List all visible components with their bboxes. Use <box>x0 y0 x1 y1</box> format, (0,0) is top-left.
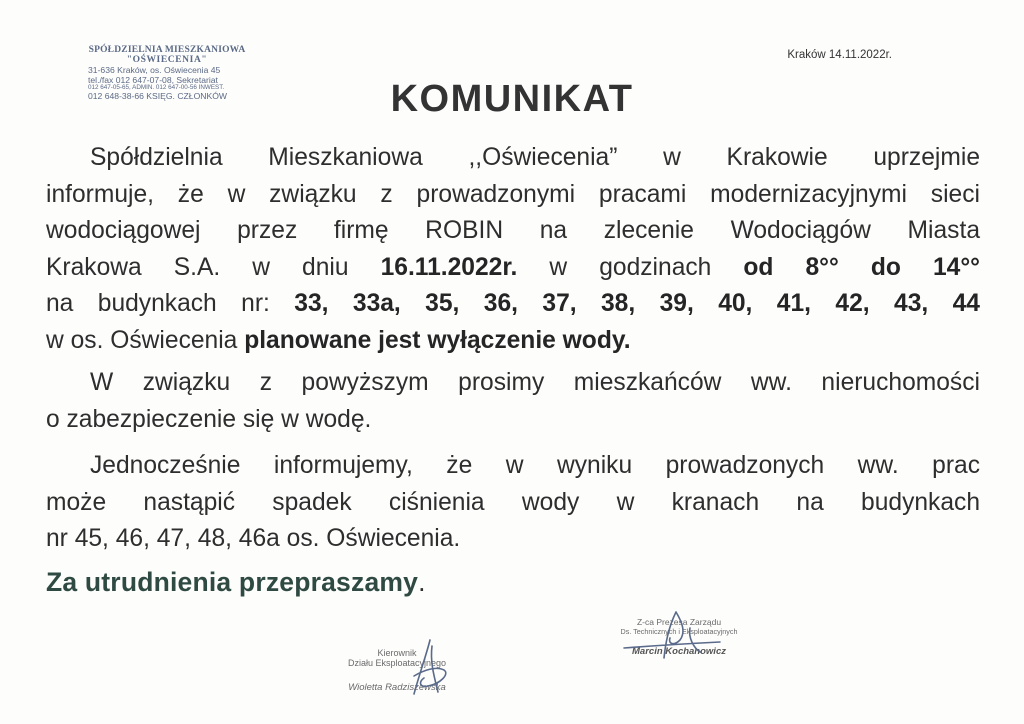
paragraph-line <box>46 402 980 439</box>
page-title: KOMUNIKAT <box>390 78 634 120</box>
outage-hours: od 8°° do 14°° <box>743 253 980 281</box>
closing-text: Za utrudnienia przepraszamy <box>46 567 419 597</box>
stamp-address: 31-636 Kraków, os. Oświecenia 45 <box>88 65 221 75</box>
text-segment: Krakowa S.A. w dniu <box>46 253 349 281</box>
text-segment: nr 45, 46, 47, 48, 46a os. Oświecenia. <box>46 525 461 552</box>
text-segment: w os. Oświecenia <box>46 326 238 354</box>
stamp-subname: "OŚWIECENIA" <box>126 54 208 65</box>
text-segment: Spółdzielnia Mieszkaniowa ,,Oświecenia” w Krakowie uprzejmie <box>90 144 980 171</box>
text-segment: wodociągowej przez firmę ROBIN na zlecenie Wodociągów Miasta <box>46 217 980 244</box>
paragraph-line <box>46 286 980 323</box>
text-segment: Jednocześnie informujemy, że w wyniku prowadzonych ww. prac <box>90 452 980 479</box>
text-segment: W związku z powyższym prosimy mieszkańców ww. nieruchomości <box>90 369 980 396</box>
paragraph-request <box>46 365 980 438</box>
text-segment: o zabezpieczenie się w wodę. <box>46 405 372 433</box>
paragraph-announcement <box>46 140 980 359</box>
text-segment: w godzinach <box>549 253 712 281</box>
paragraph-line <box>46 177 980 214</box>
text-segment: może nastąpić spadek ciśnienia wody w kranach na budynkach <box>46 488 980 516</box>
building-numbers: 33, 33a, 35, 36, 37, 38, 39, 40, 41, 42, 43, 44 <box>294 290 980 317</box>
signature-right <box>604 617 754 657</box>
outage-date: 16.11.2022r. <box>380 253 518 281</box>
signature-right-role2: Ds. Technicznych i Eksploatacyjnych <box>620 627 738 636</box>
paragraph-line <box>46 485 980 522</box>
paragraph-line <box>46 448 980 485</box>
signature-right-role1: Z-ca Prezesa Zarządu <box>636 617 722 627</box>
stamp-phone2: 012 647-05-65, ADMIN. 012 647-00-56 INWEST. <box>88 84 225 92</box>
closing-apology <box>46 567 426 598</box>
document-date: Kraków 14.11.2022r. <box>787 49 892 61</box>
signature-right-name: Marcin Kochanowicz <box>632 646 726 657</box>
paragraph-line <box>46 213 980 250</box>
paragraph-line <box>46 323 980 360</box>
outage-notice: planowane jest wyłączenie wody. <box>244 326 631 354</box>
paragraph-line <box>46 250 980 287</box>
stamp-phone3: 012 648-38-66 KSIĘG. CZŁONKÓW <box>88 91 227 102</box>
paragraph-pressure <box>46 448 980 558</box>
stamp-name: SPÓŁDZIELNIA MIESZKANIOWA <box>88 45 246 55</box>
paragraph-line <box>46 365 980 402</box>
signature-left-role1: Kierownik <box>377 648 417 658</box>
paragraph-line <box>46 140 980 177</box>
text-segment: na budynkach nr: <box>46 290 270 317</box>
paragraph-line <box>46 521 980 558</box>
stamp-phone1: tel./fax 012 647-07-08, Sekretariat <box>88 74 218 85</box>
signature-left <box>322 648 472 693</box>
text-segment: informuje, że w związku z prowadzonymi pracami modernizacyjnymi sieci <box>46 180 980 208</box>
closing-dot: . <box>418 567 426 597</box>
signature-left-role2: Działu Eksploatacyjnego <box>347 658 447 668</box>
signature-left-name: Wioletta Radziszewska <box>348 682 446 693</box>
